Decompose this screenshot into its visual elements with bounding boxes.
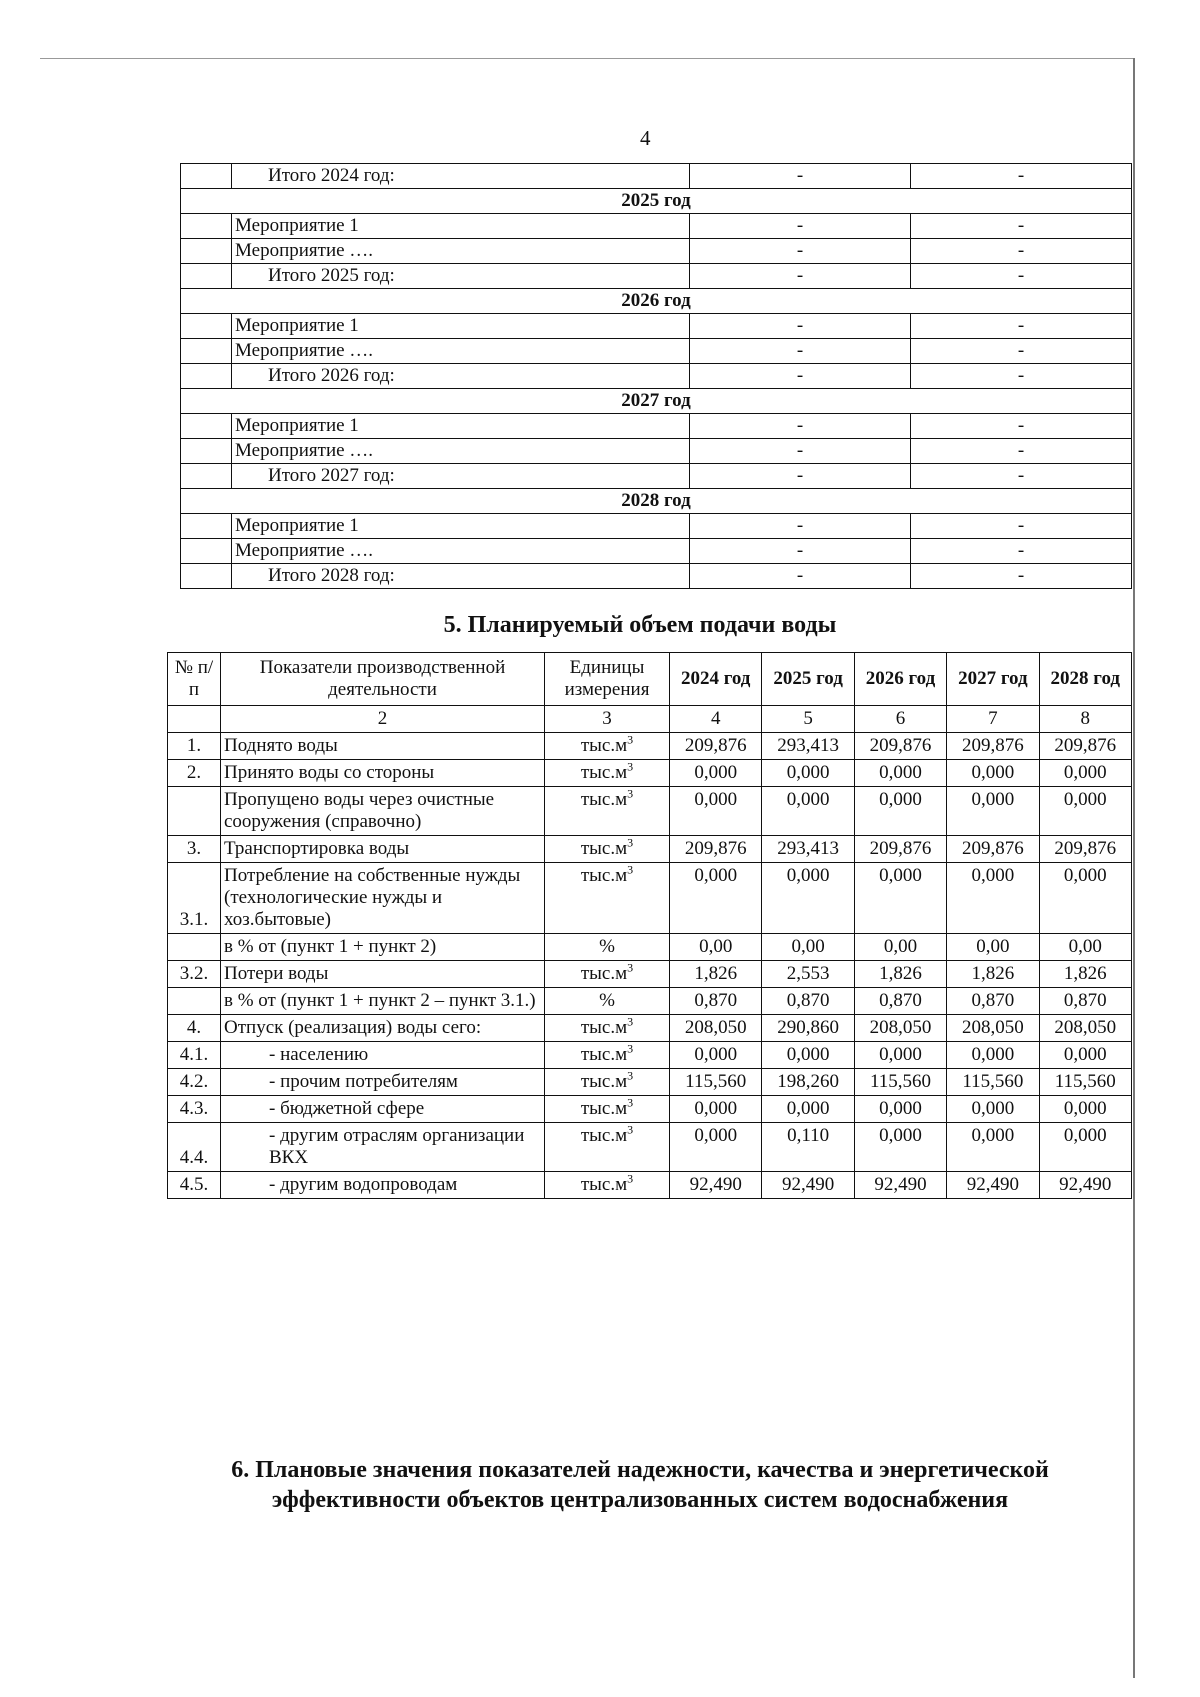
- water-supply-volume-table: [167, 652, 1132, 1199]
- unit-text: тыс.м: [580, 1071, 628, 1092]
- column-number: 5: [762, 706, 854, 733]
- value-cell: -: [911, 439, 1132, 464]
- value-cell: 0,000: [670, 760, 762, 787]
- value-cell: 0,000: [854, 1096, 946, 1123]
- row-number: 4.4.: [168, 1123, 221, 1172]
- value-cell: -: [911, 164, 1132, 189]
- value-cell: 208,050: [670, 1015, 762, 1042]
- unit-text: %: [599, 936, 615, 957]
- row-number: 3.1.: [168, 863, 221, 934]
- row-number: 3.: [168, 836, 221, 863]
- section-5-title: 5. Планируемый объем подачи воды: [443, 612, 837, 638]
- row-number: [168, 934, 221, 961]
- value-cell: 1,826: [854, 961, 946, 988]
- measure-label: Мероприятие ….: [232, 439, 690, 464]
- unit-exponent: 3: [627, 862, 634, 877]
- value-cell: 0,000: [762, 863, 854, 934]
- total-label: Итого 2028 год:: [232, 564, 690, 589]
- unit-cell: [545, 760, 670, 787]
- value-cell: 0,000: [854, 787, 946, 836]
- unit-text: тыс.м: [580, 762, 628, 783]
- measures-table: [180, 163, 1132, 589]
- row-index-cell: [181, 564, 232, 589]
- row-number: [168, 988, 221, 1015]
- measure-row: [181, 239, 1132, 264]
- row-index-cell: [181, 239, 232, 264]
- unit-text: %: [599, 990, 615, 1011]
- measure-row: [181, 539, 1132, 564]
- value-cell: -: [690, 239, 911, 264]
- value-cell: 0,000: [762, 787, 854, 836]
- value-cell: -: [690, 514, 911, 539]
- value-cell: 0,00: [762, 934, 854, 961]
- value-cell: 198,260: [762, 1069, 854, 1096]
- table-row: [168, 836, 1132, 863]
- unit-cell: [545, 1172, 670, 1199]
- table-row: [168, 787, 1132, 836]
- unit-exponent: 3: [627, 1014, 634, 1029]
- indicator-name: - другим водопроводам: [221, 1172, 545, 1199]
- value-cell: 0,000: [854, 863, 946, 934]
- value-cell: 0,000: [1039, 1096, 1131, 1123]
- value-cell: 0,000: [1039, 1123, 1131, 1172]
- value-cell: 0,000: [1039, 863, 1131, 934]
- value-cell: 0,000: [947, 1096, 1039, 1123]
- value-cell: 0,000: [670, 787, 762, 836]
- indicator-name: Принято воды со стороны: [221, 760, 545, 787]
- table-header-row: [168, 653, 1132, 706]
- value-cell: 115,560: [947, 1069, 1039, 1096]
- table-row: [168, 1123, 1132, 1172]
- year-label: 2028 год: [181, 489, 1132, 514]
- measure-label: Мероприятие 1: [232, 414, 690, 439]
- page-number: 4: [640, 126, 651, 150]
- value-cell: 0,870: [947, 988, 1039, 1015]
- column-number: [168, 706, 221, 733]
- indicator-name: Потребление на собственные нужды (технологические нужды и хоз.бытовые): [221, 863, 545, 934]
- measure-label: Мероприятие ….: [232, 339, 690, 364]
- value-cell: 209,876: [1039, 733, 1131, 760]
- value-cell: 0,000: [947, 863, 1039, 934]
- row-number: [168, 787, 221, 836]
- value-cell: 0,000: [762, 1042, 854, 1069]
- year-label: 2026 год: [181, 289, 1132, 314]
- value-cell: 92,490: [947, 1172, 1039, 1199]
- value-cell: 92,490: [670, 1172, 762, 1199]
- unit-exponent: 3: [627, 1171, 634, 1186]
- value-cell: -: [911, 314, 1132, 339]
- row-index-cell: [181, 339, 232, 364]
- value-cell: 209,876: [947, 836, 1039, 863]
- header-year: 2027 год: [947, 653, 1039, 706]
- value-cell: -: [690, 339, 911, 364]
- value-cell: -: [690, 164, 911, 189]
- indicator-name: в % от (пункт 1 + пункт 2): [221, 934, 545, 961]
- column-number: 2: [221, 706, 545, 733]
- measure-label: Мероприятие 1: [232, 514, 690, 539]
- header-year: 2025 год: [762, 653, 854, 706]
- row-index-cell: [181, 439, 232, 464]
- column-number: 8: [1039, 706, 1131, 733]
- unit-text: тыс.м: [580, 1044, 628, 1065]
- value-cell: 209,876: [947, 733, 1039, 760]
- total-label: Итого 2027 год:: [232, 464, 690, 489]
- row-number: 1.: [168, 733, 221, 760]
- unit-text: тыс.м: [580, 963, 628, 984]
- value-cell: 0,000: [854, 760, 946, 787]
- unit-cell: [545, 988, 670, 1015]
- table-row: [168, 961, 1132, 988]
- table-row: [168, 988, 1132, 1015]
- unit-text: тыс.м: [580, 838, 628, 859]
- value-cell: -: [690, 314, 911, 339]
- value-cell: -: [911, 464, 1132, 489]
- scan-right-edge: [1133, 58, 1135, 1678]
- value-cell: 0,000: [762, 760, 854, 787]
- measure-row: [181, 439, 1132, 464]
- unit-text: тыс.м: [580, 789, 628, 810]
- value-cell: 2,553: [762, 961, 854, 988]
- unit-cell: [545, 1015, 670, 1042]
- measure-row: [181, 214, 1132, 239]
- header-unit: Единицы измерения: [545, 653, 670, 706]
- unit-cell: [545, 934, 670, 961]
- value-cell: 115,560: [1039, 1069, 1131, 1096]
- value-cell: 0,000: [1039, 760, 1131, 787]
- unit-text: тыс.м: [580, 1125, 628, 1146]
- total-label: Итого 2024 год:: [232, 164, 690, 189]
- column-number-row: [168, 706, 1132, 733]
- value-cell: 1,826: [947, 961, 1039, 988]
- value-cell: 290,860: [762, 1015, 854, 1042]
- value-cell: 115,560: [670, 1069, 762, 1096]
- value-cell: -: [690, 539, 911, 564]
- unit-cell: [545, 1096, 670, 1123]
- table-row: [168, 1042, 1132, 1069]
- table-row: [168, 760, 1132, 787]
- value-cell: -: [911, 264, 1132, 289]
- value-cell: -: [911, 239, 1132, 264]
- column-number: 3: [545, 706, 670, 733]
- value-cell: 92,490: [1039, 1172, 1131, 1199]
- indicator-name: Поднято воды: [221, 733, 545, 760]
- total-row: [181, 164, 1132, 189]
- value-cell: 115,560: [854, 1069, 946, 1096]
- row-number: 4.2.: [168, 1069, 221, 1096]
- row-number: 3.2.: [168, 961, 221, 988]
- value-cell: 209,876: [670, 733, 762, 760]
- table-row: [168, 1096, 1132, 1123]
- value-cell: -: [690, 364, 911, 389]
- unit-exponent: 3: [627, 1068, 634, 1083]
- total-label: Итого 2025 год:: [232, 264, 690, 289]
- value-cell: -: [690, 214, 911, 239]
- indicator-name: Транспортировка воды: [221, 836, 545, 863]
- indicator-name: в % от (пункт 1 + пункт 2 – пункт 3.1.): [221, 988, 545, 1015]
- row-index-cell: [181, 414, 232, 439]
- value-cell: 209,876: [670, 836, 762, 863]
- header-num: № п/п: [168, 653, 221, 706]
- row-number: 4.1.: [168, 1042, 221, 1069]
- indicator-name: - населению: [221, 1042, 545, 1069]
- value-cell: 0,000: [947, 760, 1039, 787]
- value-cell: 0,00: [854, 934, 946, 961]
- header-year: 2026 год: [854, 653, 946, 706]
- unit-text: тыс.м: [580, 1174, 628, 1195]
- total-row: [181, 264, 1132, 289]
- value-cell: 0,000: [947, 1123, 1039, 1172]
- value-cell: -: [911, 539, 1132, 564]
- indicator-name: - прочим потребителям: [221, 1069, 545, 1096]
- value-cell: 209,876: [854, 836, 946, 863]
- value-cell: 0,870: [1039, 988, 1131, 1015]
- indicator-name: Пропущено воды через очистные сооружения (справочно): [221, 787, 545, 836]
- measure-label: Мероприятие ….: [232, 539, 690, 564]
- value-cell: 0,00: [1039, 934, 1131, 961]
- table-row: [168, 1015, 1132, 1042]
- value-cell: 0,000: [670, 1096, 762, 1123]
- value-cell: 0,000: [762, 1096, 854, 1123]
- unit-exponent: 3: [627, 1122, 634, 1137]
- header-indicator: Показатели производственной деятельности: [221, 653, 545, 706]
- column-number: 4: [670, 706, 762, 733]
- value-cell: 1,826: [670, 961, 762, 988]
- indicator-name: Потери воды: [221, 961, 545, 988]
- value-cell: 208,050: [947, 1015, 1039, 1042]
- unit-exponent: 3: [627, 732, 634, 747]
- row-index-cell: [181, 164, 232, 189]
- value-cell: 0,000: [854, 1123, 946, 1172]
- indicator-name: Отпуск (реализация) воды сего:: [221, 1015, 545, 1042]
- row-index-cell: [181, 364, 232, 389]
- column-number: 6: [854, 706, 946, 733]
- measure-label: Мероприятие 1: [232, 314, 690, 339]
- unit-cell: [545, 1123, 670, 1172]
- value-cell: 0,00: [947, 934, 1039, 961]
- value-cell: 293,413: [762, 733, 854, 760]
- total-row: [181, 364, 1132, 389]
- value-cell: 1,826: [1039, 961, 1131, 988]
- value-cell: -: [690, 464, 911, 489]
- unit-cell: [545, 787, 670, 836]
- table-row: [168, 863, 1132, 934]
- value-cell: 0,00: [670, 934, 762, 961]
- unit-text: тыс.м: [580, 865, 628, 886]
- unit-exponent: 3: [627, 835, 634, 850]
- value-cell: 92,490: [854, 1172, 946, 1199]
- value-cell: -: [911, 564, 1132, 589]
- header-year: 2028 год: [1039, 653, 1131, 706]
- table-row: [168, 934, 1132, 961]
- unit-text: тыс.м: [580, 1017, 628, 1038]
- unit-text: тыс.м: [580, 735, 628, 756]
- unit-exponent: 3: [627, 759, 634, 774]
- value-cell: 0,000: [1039, 787, 1131, 836]
- total-row: [181, 464, 1132, 489]
- year-header-row: [181, 289, 1132, 314]
- value-cell: 0,000: [670, 1123, 762, 1172]
- unit-text: тыс.м: [580, 1098, 628, 1119]
- value-cell: -: [690, 564, 911, 589]
- row-number: 4.: [168, 1015, 221, 1042]
- table-row: [168, 1172, 1132, 1199]
- value-cell: 208,050: [1039, 1015, 1131, 1042]
- value-cell: 0,000: [947, 1042, 1039, 1069]
- value-cell: -: [690, 414, 911, 439]
- row-index-cell: [181, 464, 232, 489]
- value-cell: 92,490: [762, 1172, 854, 1199]
- value-cell: 0,000: [670, 863, 762, 934]
- scan-top-rule: [40, 58, 1135, 59]
- value-cell: 209,876: [854, 733, 946, 760]
- table-row: [168, 1069, 1132, 1096]
- total-row: [181, 564, 1132, 589]
- unit-exponent: 3: [627, 960, 634, 975]
- row-index-cell: [181, 214, 232, 239]
- year-header-row: [181, 489, 1132, 514]
- row-number: 4.3.: [168, 1096, 221, 1123]
- unit-exponent: 3: [627, 1041, 634, 1056]
- value-cell: -: [911, 214, 1132, 239]
- indicator-name: - другим отраслям организации ВКХ: [221, 1123, 545, 1172]
- value-cell: 208,050: [854, 1015, 946, 1042]
- value-cell: -: [911, 514, 1132, 539]
- row-index-cell: [181, 314, 232, 339]
- unit-cell: [545, 733, 670, 760]
- value-cell: -: [911, 414, 1132, 439]
- measure-row: [181, 414, 1132, 439]
- indicator-name: - бюджетной сфере: [221, 1096, 545, 1123]
- measure-row: [181, 339, 1132, 364]
- row-index-cell: [181, 264, 232, 289]
- measure-row: [181, 514, 1132, 539]
- value-cell: 293,413: [762, 836, 854, 863]
- row-index-cell: [181, 539, 232, 564]
- measure-row: [181, 314, 1132, 339]
- year-header-row: [181, 389, 1132, 414]
- value-cell: -: [911, 339, 1132, 364]
- row-index-cell: [181, 514, 232, 539]
- section-6-title: 6. Плановые значения показателей надежности, качества и энергетической эффективности объектов централизованных систем водоснабжения: [231, 1457, 1049, 1513]
- row-number: 4.5.: [168, 1172, 221, 1199]
- value-cell: 0,000: [947, 787, 1039, 836]
- value-cell: 0,870: [670, 988, 762, 1015]
- unit-cell: [545, 863, 670, 934]
- unit-cell: [545, 961, 670, 988]
- unit-cell: [545, 1069, 670, 1096]
- column-number: 7: [947, 706, 1039, 733]
- year-label: 2025 год: [181, 189, 1132, 214]
- unit-exponent: 3: [627, 786, 634, 801]
- value-cell: 0,870: [762, 988, 854, 1015]
- unit-cell: [545, 1042, 670, 1069]
- header-year: 2024 год: [670, 653, 762, 706]
- measure-label: Мероприятие 1: [232, 214, 690, 239]
- value-cell: -: [911, 364, 1132, 389]
- year-label: 2027 год: [181, 389, 1132, 414]
- measure-label: Мероприятие ….: [232, 239, 690, 264]
- value-cell: 0,870: [854, 988, 946, 1015]
- row-number: 2.: [168, 760, 221, 787]
- unit-exponent: 3: [627, 1095, 634, 1110]
- value-cell: 0,000: [670, 1042, 762, 1069]
- table-row: [168, 733, 1132, 760]
- value-cell: 0,000: [1039, 1042, 1131, 1069]
- year-header-row: [181, 189, 1132, 214]
- value-cell: 209,876: [1039, 836, 1131, 863]
- value-cell: 0,000: [854, 1042, 946, 1069]
- total-label: Итого 2026 год:: [232, 364, 690, 389]
- value-cell: -: [690, 439, 911, 464]
- value-cell: 0,110: [762, 1123, 854, 1172]
- value-cell: -: [690, 264, 911, 289]
- unit-cell: [545, 836, 670, 863]
